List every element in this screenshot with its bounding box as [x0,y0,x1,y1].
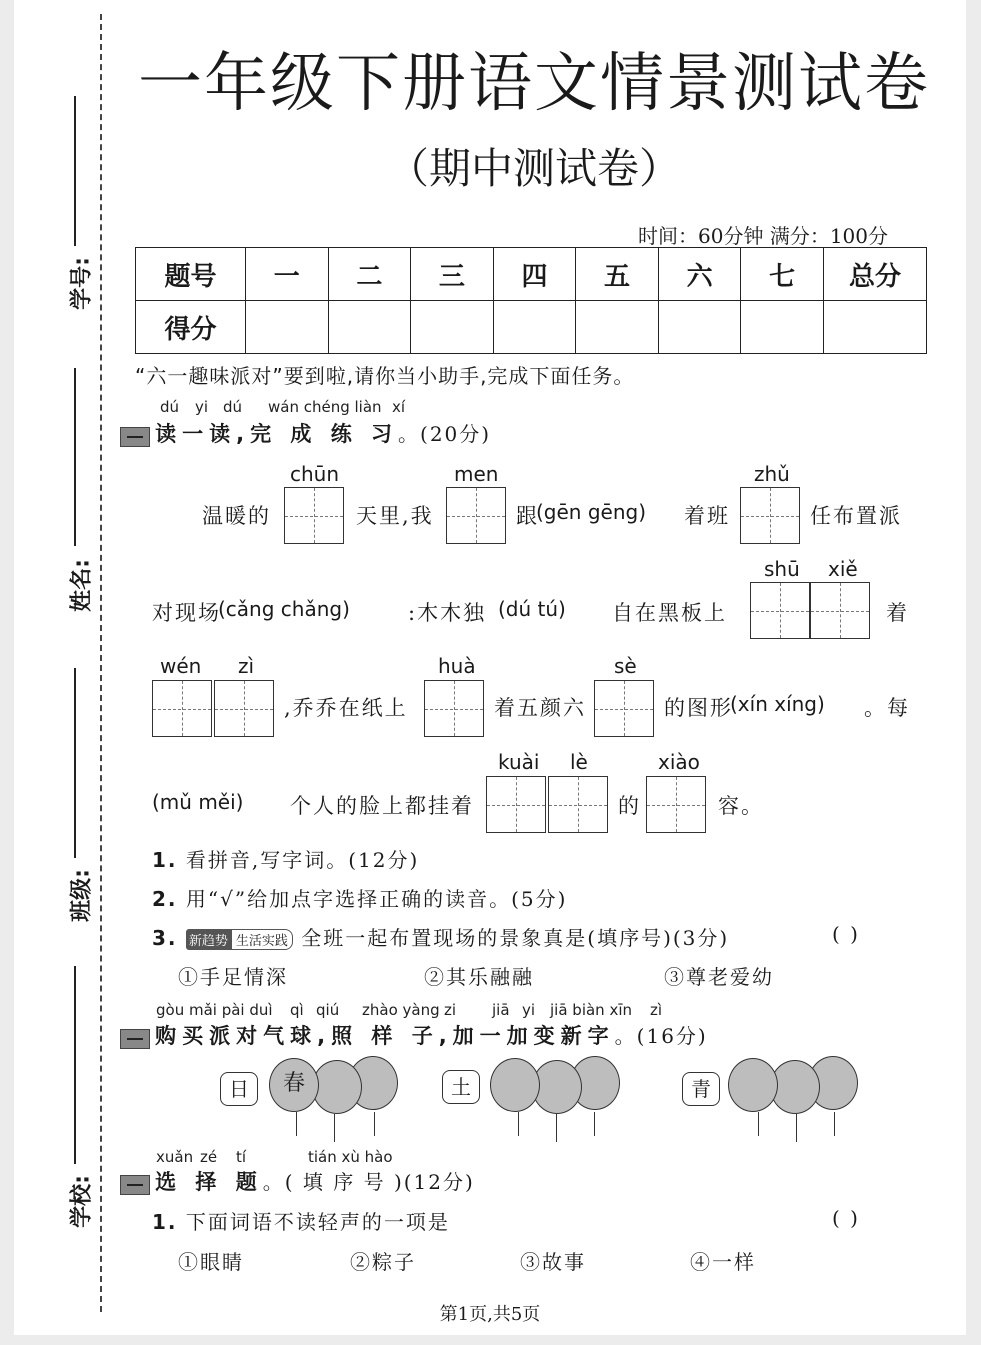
intro-text: “六一趣味派对”要到啦,请你当小助手,完成下面任务。 [135,364,635,388]
score-cell: 六 [658,248,741,301]
question-text: 用“√”给加点字选择正确的读音。(5分) [185,887,568,911]
score-input-cell[interactable] [658,301,741,354]
balloon-string [296,1112,297,1136]
write-box[interactable] [810,582,870,639]
pinyin-choice[interactable]: (cǎng chǎng) [218,597,350,621]
time-info: 时间：60分钟 满分：100分 [638,224,888,248]
section3-header [120,1166,475,1196]
section1-pinyin-wanchenglian: wán chéng liàn [268,398,382,416]
pinyin-shu: shū [764,557,800,581]
score-cell: 题号 [136,248,246,301]
section2-heading: 购买派对气球,照 样 子,加一加变新字 [155,1024,615,1048]
option-item[interactable]: ④一样 [690,1250,756,1274]
question-number: 2. [152,887,178,911]
question-3 [152,922,729,951]
passage-text: :木木独 [408,601,487,625]
score-input-cell[interactable] [741,301,824,354]
passage-text: 着五颜六 [494,696,586,720]
section3-pinyin: zé [200,1148,218,1166]
section1-score: 。(20分) [398,422,492,446]
section1-header [120,418,491,448]
exam-sheet [14,0,966,1335]
option-item[interactable]: ③故事 [520,1250,586,1274]
answer-paren[interactable]: ( ) [832,922,860,946]
section2-score: 。(16分) [614,1024,708,1048]
pinyin-choice[interactable]: (mǔ měi) [152,790,244,814]
write-box[interactable] [424,680,484,737]
section2-pinyin: zì [650,1001,663,1019]
balloon-string [518,1112,519,1136]
balloon-string [834,1112,835,1136]
option-item[interactable]: ①手足情深 [178,965,288,989]
write-box[interactable] [548,776,608,833]
score-input-cell[interactable] [328,301,411,354]
name-rule [74,368,76,546]
write-box[interactable] [594,680,654,737]
question-number: 1. [152,848,178,872]
section3-heading: 选 择 题 [155,1170,263,1194]
section1-pinyin-du2: dú [223,398,243,416]
school-label: 学校: [69,1175,95,1228]
pinyin-xiao: xiào [658,750,700,774]
section2-header [120,1020,708,1050]
balloon[interactable] [490,1058,540,1112]
option-item[interactable]: ③尊老爱幼 [664,965,774,989]
write-box[interactable] [750,582,810,639]
question-text: 看拼音,写字词。(12分) [185,848,420,872]
score-input-cell[interactable] [411,301,494,354]
key-character: 青 [682,1072,720,1106]
balloon-string [556,1114,557,1142]
pinyin-zi: zì [238,654,255,678]
write-box[interactable] [214,680,274,737]
page-title: 一年级下册语文情景测试卷 [138,47,930,121]
score-cell: 五 [576,248,659,301]
pinyin-choice[interactable]: (dú tú) [498,597,566,621]
score-cell: 总分 [824,248,927,301]
section1-pinyin-du: dú [160,398,180,416]
balloon-string [758,1112,759,1136]
question-2 [152,883,567,912]
section2-pinyin: gòu mǎi pài duì [156,1001,273,1019]
score-cell: 得分 [136,301,246,354]
class-label: 班级: [69,869,95,922]
student-no-rule [74,96,76,246]
section3-score: 。( 填 序 号 )(12分) [262,1170,475,1194]
key-character: 土 [442,1070,480,1104]
balloon-string [796,1114,797,1142]
score-cell: 二 [328,248,411,301]
passage-text: 个人的脸上都挂着 [290,794,474,818]
pinyin-men: men [454,462,499,486]
section2-pinyin: yi [522,1001,536,1019]
key-character: 日 [220,1072,258,1106]
passage-text: 天里,我 [356,504,434,528]
section3-pinyin: tián xù hào [308,1148,393,1166]
student-no-label: 学号: [69,257,95,310]
score-cell: 一 [246,248,329,301]
name-label: 姓名: [69,559,95,612]
section-badge [120,1175,150,1195]
passage-text: 任布置派 [810,504,902,528]
page-footer: 第1页,共5页 [439,1304,541,1325]
balloon-string [374,1112,375,1136]
section2-pinyin: jiā [492,1001,510,1019]
pinyin-wen: wén [160,654,202,678]
score-input-cell[interactable] [246,301,329,354]
section1-heading: 读一读,完 成 练 习 [155,422,399,446]
section3-pinyin: xuǎn [156,1148,194,1166]
section2-pinyin: jiā biàn xīn [550,1001,633,1019]
section-badge [120,427,150,447]
page-subtitle: （期中测试卷） [386,144,681,193]
write-box[interactable] [152,680,212,737]
section2-pinyin: qiú [316,1001,340,1019]
write-box[interactable] [740,487,800,544]
pinyin-kuai: kuài [498,750,540,774]
pinyin-choice[interactable]: (gēn gēng) [536,500,647,524]
balloon-string [334,1114,335,1142]
question-1 [152,844,419,873]
score-input-cell[interactable] [493,301,576,354]
class-rule [74,668,76,858]
write-box[interactable] [446,487,506,544]
passage-text: 温暖的 [202,504,271,528]
section3-question-1 [152,1206,450,1235]
pinyin-choice[interactable]: (xín xíng) [730,692,825,716]
score-input-cell[interactable] [824,301,927,354]
pinyin-hua: huà [438,654,476,678]
passage-text: 容。 [718,794,764,818]
pinyin-chun: chūn [290,462,340,486]
option-item[interactable]: ②粽子 [350,1250,416,1274]
section1-pinyin-yi: yi [195,398,209,416]
passage-text: 跟 [516,504,539,528]
passage-text: 自在黑板上 [612,601,727,625]
balloon[interactable] [312,1060,362,1114]
answer-paren[interactable]: ( ) [832,1206,860,1230]
passage-text: 。每 [864,696,910,720]
pinyin-le: lè [570,750,588,774]
balloon-string [594,1112,595,1136]
score-input-cell[interactable] [576,301,659,354]
score-cell: 三 [411,248,494,301]
section2-pinyin: zi [444,1001,457,1019]
section1-pinyin-xi: xí [392,398,406,416]
passage-text: 着班 [684,504,730,528]
practice-tag: 生活实践 [231,929,293,950]
pinyin-xie: xiě [828,557,858,581]
write-box[interactable] [646,776,706,833]
write-box[interactable] [284,487,344,544]
section3-pinyin: tí [236,1148,247,1166]
option-item[interactable]: ②其乐融融 [424,965,534,989]
binding-dashed-line [100,14,102,1312]
pinyin-zhu: zhǔ [754,462,790,486]
question-text: 下面词语不读轻声的一项是 [185,1210,450,1234]
passage-text: 对现场 [152,601,221,625]
passage-text: 的 [618,794,641,818]
score-cell: 四 [493,248,576,301]
passage-text: 的图形 [664,696,733,720]
section-badge [120,1029,150,1049]
score-table-score-row [136,301,927,354]
pinyin-se: sè [614,654,637,678]
passage-text: ,乔乔在纸上 [284,696,408,720]
school-rule [74,966,76,1164]
question-number: 3. [152,926,178,950]
score-table-header-row [136,248,927,301]
score-cell: 七 [741,248,824,301]
section2-pinyin: qì [290,1001,304,1019]
trend-tag: 新趋势 [186,929,231,950]
balloon-sample: 春 [269,1058,319,1112]
section2-pinyin: zhào yàng [362,1001,440,1019]
write-box[interactable] [486,776,546,833]
question-text: 全班一起布置现场的景象真是(填序号)(3分) [301,926,730,950]
passage-text: 着 [886,601,909,625]
balloon[interactable] [728,1058,778,1112]
score-table [135,247,927,354]
option-item[interactable]: ①眼睛 [178,1250,244,1274]
question-number: 1. [152,1210,178,1234]
